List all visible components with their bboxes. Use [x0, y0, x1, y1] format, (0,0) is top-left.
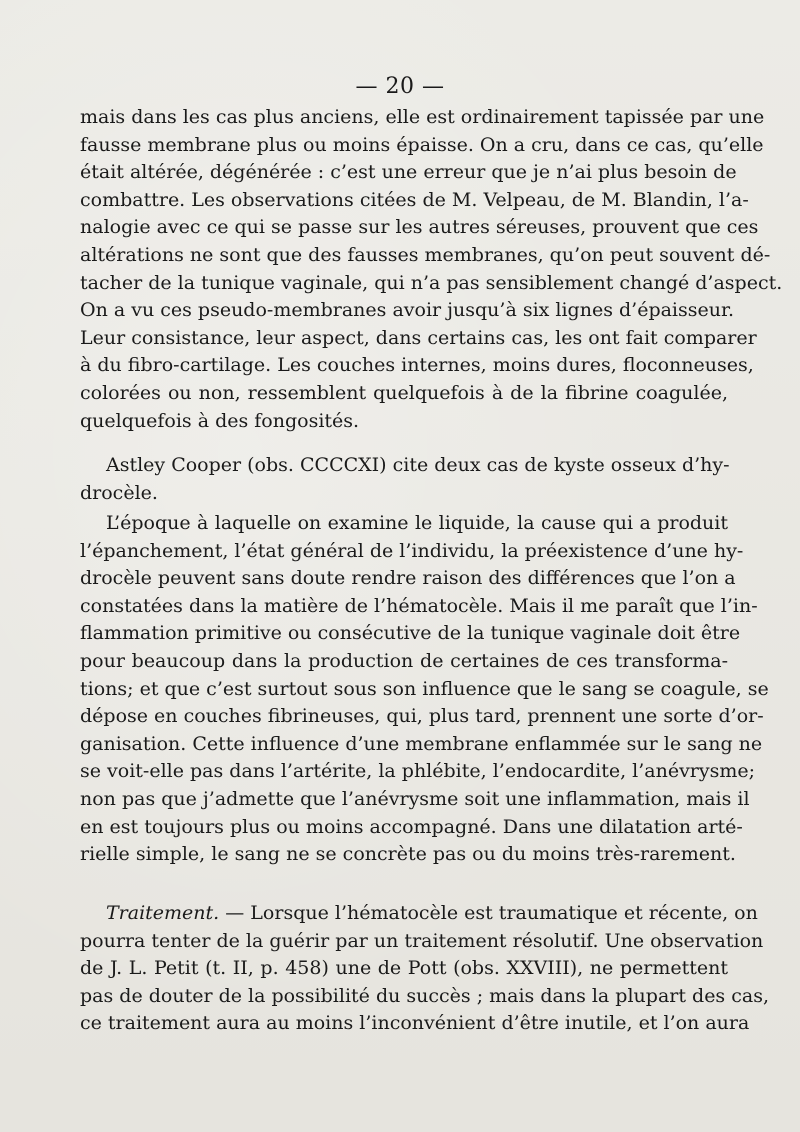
text-line: à du fibro-cartilage. Les couches internes, moins dures, floconneuses, [80, 354, 754, 377]
text-line: mais dans les cas plus anciens, elle est ordinairement tapissée par une [80, 106, 765, 128]
text-line: tacher de la tunique vaginale, qui n’a pas sensiblement changé d’aspect. [80, 271, 783, 294]
text-line: drocèle. [80, 481, 158, 504]
text-line: rielle simple, le sang ne se concrète pas ou du moins très-rarement. [80, 843, 736, 866]
text-line: dépose en couches fibrineuses, qui, plus tard, prennent une sorte d’or- [80, 705, 764, 728]
text-line: de J. L. Petit (t. II, p. 458) une de Pott (obs. XXVIII), ne permettent [80, 957, 728, 980]
text-line: non pas que j’admette que l’anévrysme soit une inflammation, mais il [80, 787, 750, 810]
text-line: était altérée, dégénérée : c’est une erreur que je n’ai plus besoin de [80, 161, 737, 184]
text-line: nalogie avec ce qui se passe sur les autres séreuses, prouvent que ces [80, 216, 759, 239]
paragraph-1 [80, 104, 783, 435]
paragraph-4 [80, 900, 769, 1038]
paragraph-2 [80, 452, 728, 507]
text-line [80, 900, 758, 928]
text-line: fausse membrane plus ou moins épaisse. On a cru, dans ce cas, qu’elle [80, 133, 764, 156]
text-line: tions; et que c’est surtout sous son influence que le sang se coagule, se [80, 677, 769, 700]
text-line: altérations ne sont que des fausses membranes, qu’on peut souvent dé- [80, 243, 771, 266]
text-line: ce traitement aura au moins l’inconvénient d’être inutile, et l’on aura [80, 1012, 750, 1035]
text-line: pas de douter de la possibilité du succès ; mais dans la plupart des cas, [80, 984, 769, 1007]
text-line: combattre. Les observations citées de M. Velpeau, de M. Blandin, l’a- [80, 188, 749, 211]
text-line: Leur consistance, leur aspect, dans certains cas, les ont fait comparer [80, 326, 757, 349]
text-line: constatées dans la matière de l’hématocèle. Mais il me paraît que l’in- [80, 594, 758, 617]
paragraph-3 [80, 510, 769, 869]
text-line: Astley Cooper (obs. CCCCXI) cite deux cas de kyste osseux d’hy- [106, 454, 730, 476]
text-line: se voit-elle pas dans l’artérite, la phlébite, l’endocardite, l’anévrysme; [80, 760, 756, 783]
section-lead: Traitement. [106, 902, 220, 924]
text-line: drocèle peuvent sans doute rendre raison des différences que l’on a [80, 567, 736, 590]
text-line: L’époque à laquelle on examine le liquide, la cause qui a produit [106, 512, 728, 534]
text-line-rest: — Lorsque l’hématocèle est traumatique et récente, on [225, 902, 758, 924]
text-line: pour beaucoup dans la production de certaines de ces transforma- [80, 649, 728, 672]
page-number: — 20 — [355, 74, 445, 99]
text-line: pourra tenter de la guérir par un traitement résolutif. Une observation [80, 929, 764, 952]
text-line: l’épanchement, l’état général de l’individu, la préexistence d’une hy- [80, 539, 744, 562]
text-line: On a vu ces pseudo-membranes avoir jusqu’à six lignes d’épaisseur. [80, 299, 735, 322]
text-line: flammation primitive ou consécutive de la tunique vaginale doit être [80, 622, 741, 645]
text-line: en est toujours plus ou moins accompagné. Dans une dilatation arté- [80, 815, 743, 838]
text-line: ganisation. Cette influence d’une membrane enflammée sur le sang ne [80, 732, 763, 755]
text-line: colorées ou non, ressemblent quelquefois à de la fibrine coagulée, [80, 381, 728, 404]
text-line: quelquefois à des fongosités. [80, 409, 360, 432]
